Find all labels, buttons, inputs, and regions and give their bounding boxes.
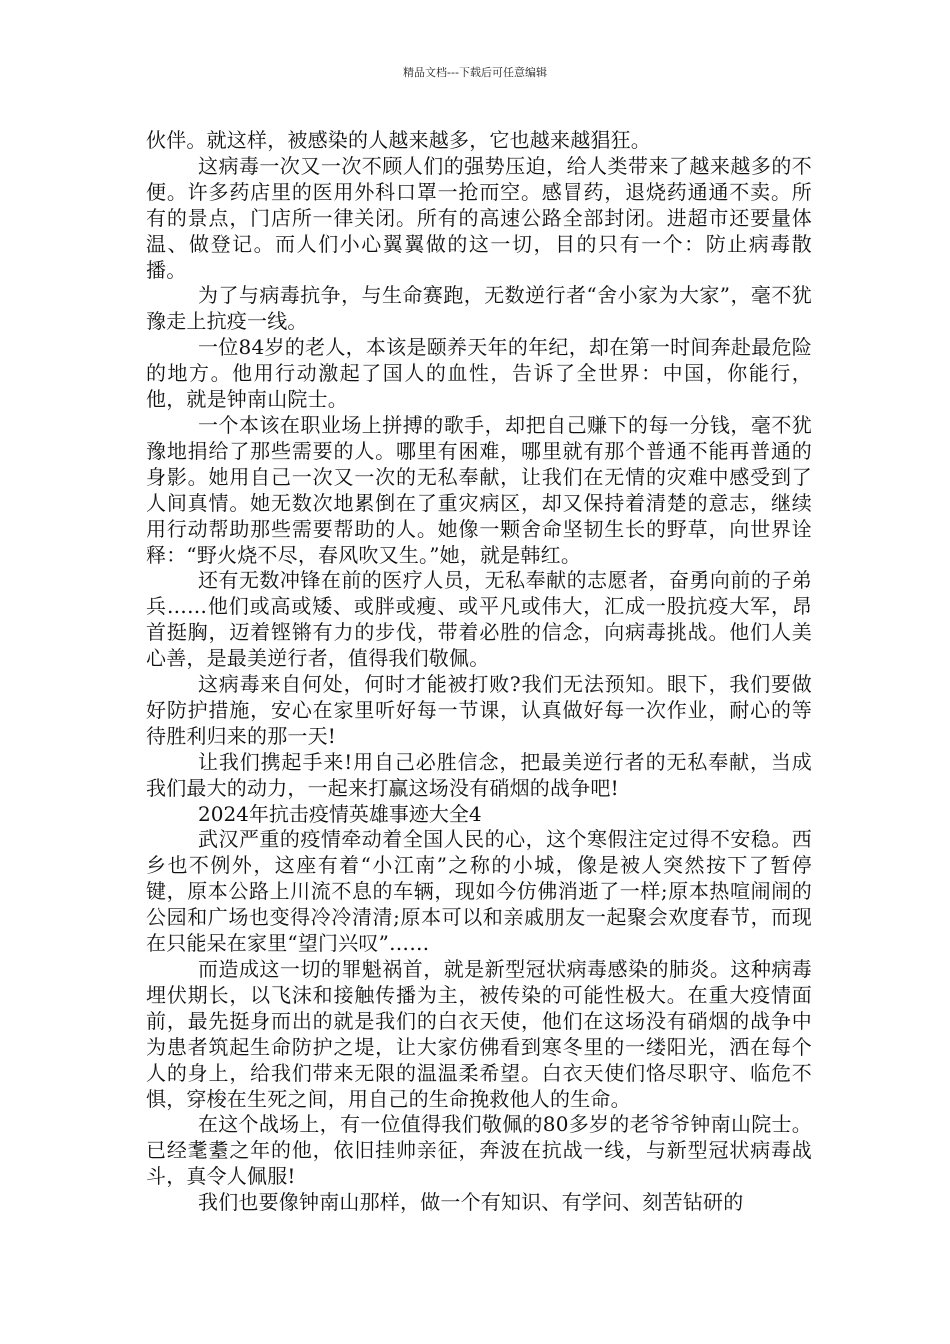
document-body bbox=[146, 128, 812, 1216]
paragraph-join-hands: 让我们携起手来!用自己必胜信念，把最美逆行者的无私奉献，当成我们最大的动力，一起来打赢这场没有硝烟的战争吧! bbox=[146, 749, 812, 800]
page-header: 精品文档---下载后可任意编辑 bbox=[403, 66, 547, 79]
paragraph-han-hong: 一个本该在职业场上拼搏的歌手，却把自己赚下的每一分钱，毫不犹豫地捐给了那些需要的人。哪里有困难，哪里就有那个普通不能再普通的身影。她用自己一次又一次的无私奉献，让我们在无情的灾难中感受到了人间真情。她无数次地累倒在了重灾病区，却又保持着清楚的意志，继续用行动帮助那些需要帮助的人。她像一颗舍命坚韧生长的野草，向世界诠释：“野火烧不尽，春风吹又生。”她，就是韩红。 bbox=[146, 412, 812, 567]
paragraph-white-angels: 而造成这一切的罪魁祸首，就是新型冠状病毒感染的肺炎。这种病毒埋伏期长，以飞沫和接触传播为主，被传染的可能性极大。在重大疫情面前，最先挺身而出的就是我们的白衣天使，他们在这场没有硝烟的战争中为患者筑起生命防护之堤，让大家仿佛看到寒冬里的一缕阳光，洒在每个人的身上，给我们带来无限的温温柔希望。白衣天使们恪尽职守、临危不惧，穿梭在生死之间，用自己的生命挽救他人的生命。 bbox=[146, 957, 812, 1111]
paragraph-medical-staff: 还有无数冲锋在前的医疗人员，无私奉献的志愿者，奋勇向前的子弟兵……他们或高或矮、或胖或瘦、或平凡或伟大，汇成一股抗疫大军，昂首挺胸，迈着铿锵有力的步伐，带着必胜的信念，向病毒挑战。他们人美心善，是最美逆行者，值得我们敬佩。 bbox=[146, 568, 812, 671]
section-heading: 2024年抗击疫情英雄事迹大全4 bbox=[198, 801, 482, 826]
paragraph-stay-home: 这病毒来自何处，何时才能被打败?我们无法预知。眼下，我们要做好防护措施，安心在家里听好每一节课，认真做好每一次作业，耐心的等待胜利归来的那一天! bbox=[146, 672, 812, 748]
paragraph-continuation: 伙伴。就这样，被感染的人越来越多，它也越来越猖狂。 bbox=[146, 128, 651, 152]
paragraph-zhong-nanshan: 一位84岁的老人，本该是颐养天年的年纪，却在第一时间奔赴最危险的地方。他用行动激起了国人的血性，告诉了全世界：中国，你能行，他，就是钟南山院士。 bbox=[146, 335, 812, 412]
paragraph-learn-from-zhong: 我们也要像钟南山那样，做一个有知识、有学问、刻苦钻研的 bbox=[198, 1190, 744, 1215]
paragraph-wuhan-epidemic: 武汉严重的疫情牵动着全国人民的心，这个寒假注定过得不安稳。西乡也不例外，这座有着“小江南”之称的小城，像是被人突然按下了暂停键，原本公路上川流不息的车辆，现如今仿佛消逝了一样;原本热喧闹闹的公园和广场也变得冷冷清清;原本可以和亲戚朋友一起聚会欢度春节，而现在只能呆在家里“望门兴叹”…… bbox=[146, 827, 812, 956]
paragraph-retrograde-heroes: 为了与病毒抗争，与生命赛跑，无数逆行者“舍小家为大家”，毫不犹豫走上抗疫一线。 bbox=[146, 283, 812, 334]
paragraph-virus-inconvenience: 这病毒一次又一次不顾人们的强势压迫，给人类带来了越来越多的不便。许多药店里的医用外科口罩一抢而空。感冒药，退烧药通通不卖。所有的景点，门店所一律关闭。所有的高速公路全部封闭。进超市还要量体温、做登记。而人们小心翼翼做的这一切，目的只有一个：防止病毒散播。 bbox=[146, 153, 812, 282]
paragraph-zhong-nanshan-battlefield: 在这个战场上，有一位值得我们敬佩的80多岁的老爷爷钟南山院士。已经耄耋之年的他，依旧挂帅亲征，奔波在抗战一线，与新型冠状病毒战斗，真令人佩服! bbox=[146, 1112, 812, 1189]
